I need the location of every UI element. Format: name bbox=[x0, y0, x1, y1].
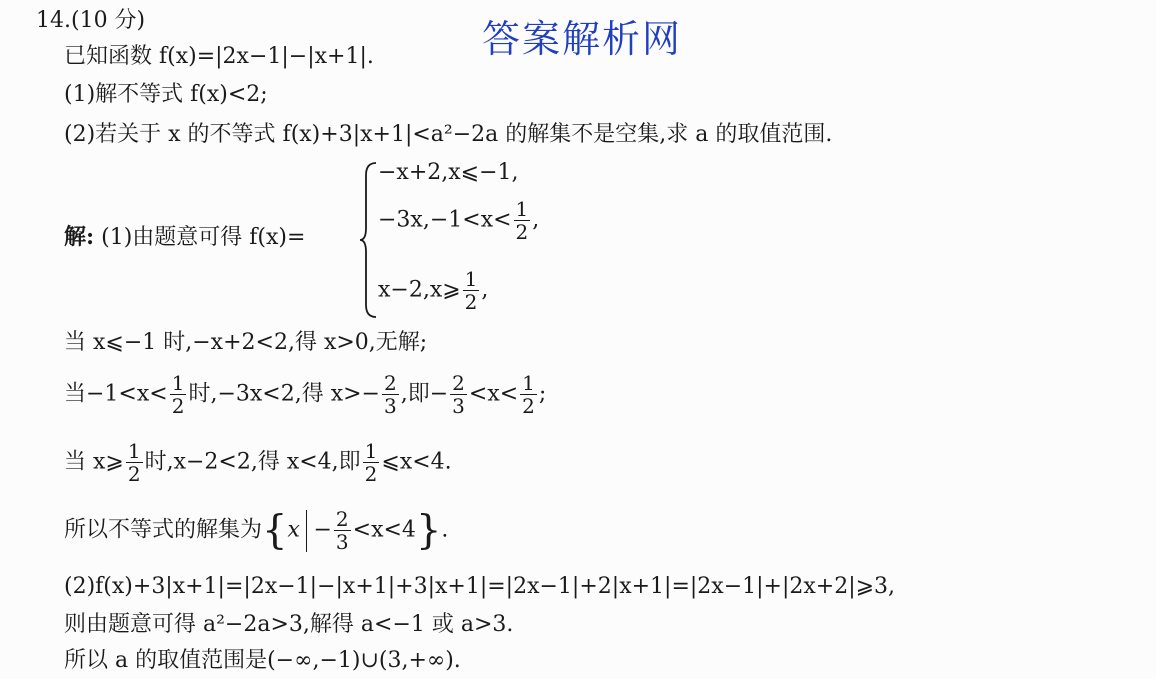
piecewise-brace bbox=[358, 160, 380, 320]
set-period: . bbox=[441, 517, 449, 543]
problem-part2: (2)若关于 x 的不等式 f(x)+3|x+1|<a²−2a 的解集不是空集,求 a 的取值范围. bbox=[64, 122, 833, 147]
fraction-denominator: 2 bbox=[171, 394, 185, 418]
fraction-denominator: 2 bbox=[522, 394, 535, 418]
fraction bbox=[363, 440, 380, 485]
fraction-numerator: 1 bbox=[171, 371, 185, 395]
fraction bbox=[520, 372, 537, 417]
fraction-numerator: 1 bbox=[515, 197, 529, 221]
fraction bbox=[514, 198, 531, 243]
case-1: −x+2,x⩽−1, bbox=[378, 160, 519, 185]
fraction-denominator: 2 bbox=[515, 220, 529, 244]
fraction bbox=[450, 372, 467, 417]
case-2-tail: , bbox=[532, 207, 540, 233]
solution-set-text: 所以不等式的解集为 bbox=[64, 517, 263, 543]
watermark: 答案解析网 bbox=[482, 17, 683, 61]
fraction-numerator: 2 bbox=[452, 371, 465, 395]
fraction-denominator: 3 bbox=[335, 530, 349, 554]
left-brace-icon: { bbox=[262, 507, 288, 554]
fraction-numerator: 1 bbox=[522, 371, 535, 395]
problem-number: 14.(10 分) bbox=[36, 8, 146, 33]
step-2-e: ; bbox=[538, 381, 547, 407]
right-brace-icon: } bbox=[415, 507, 442, 554]
step-3-a: 当 x⩾ bbox=[64, 449, 124, 475]
case-2 bbox=[378, 198, 539, 243]
fraction-denominator: 2 bbox=[127, 462, 141, 486]
step-2-d: <x< bbox=[468, 381, 519, 407]
fraction-numerator: 2 bbox=[335, 507, 349, 531]
solution-set bbox=[64, 508, 448, 553]
fraction-numerator: 2 bbox=[383, 371, 397, 395]
fraction-denominator: 2 bbox=[364, 462, 378, 486]
part2-line1: (2)f(x)+3|x+1|=|2x−1|−|x+1|+3|x+1|=|2x−1|+2|x+1|=|2x−1|+|2x+2|⩾3, bbox=[64, 574, 896, 599]
step-2-a: 当−1<x< bbox=[64, 381, 168, 407]
step-3-b: 时,x−2<2,得 x<4,即 bbox=[144, 449, 361, 475]
fraction bbox=[334, 508, 351, 553]
case-3-text: x−2,x⩾ bbox=[378, 277, 461, 303]
set-divider bbox=[306, 510, 308, 552]
set-condition: <x<4 bbox=[352, 517, 416, 543]
fraction-numerator: 1 bbox=[127, 439, 141, 463]
set-minus: − bbox=[313, 517, 332, 543]
step-3-c: ⩽x<4. bbox=[381, 449, 452, 475]
fraction-denominator: 3 bbox=[452, 394, 465, 418]
step-2-b: 时,−3x<2,得 x>− bbox=[188, 381, 380, 407]
fraction-numerator: 1 bbox=[364, 439, 378, 463]
case-2-text: −3x,−1<x< bbox=[378, 207, 512, 233]
set-variable: x bbox=[287, 517, 300, 543]
fraction bbox=[170, 372, 187, 417]
solution-label: 解: bbox=[64, 224, 95, 250]
fraction bbox=[126, 440, 143, 485]
part2-line2: 则由题意可得 a²−2a>3,解得 a<−1 或 a>3. bbox=[64, 612, 514, 637]
part2-line3: 所以 a 的取值范围是(−∞,−1)∪(3,+∞). bbox=[64, 648, 461, 673]
problem-part1: (1)解不等式 f(x)<2; bbox=[64, 82, 268, 107]
step-1: 当 x⩽−1 时,−x+2<2,得 x>0,无解; bbox=[64, 330, 428, 355]
step-2-c: ,即− bbox=[400, 381, 449, 407]
fraction-denominator: 2 bbox=[464, 290, 478, 314]
fraction bbox=[463, 268, 480, 313]
solution-lead-text: (1)由题意可得 f(x)= bbox=[101, 225, 306, 250]
case-3-tail: , bbox=[481, 277, 489, 303]
step-3 bbox=[64, 440, 452, 485]
problem-statement: 已知函数 f(x)=|2x−1|−|x+1|. bbox=[64, 44, 374, 69]
fraction-numerator: 1 bbox=[464, 267, 478, 291]
case-3 bbox=[378, 268, 488, 313]
solution-lead bbox=[64, 224, 305, 251]
step-2 bbox=[64, 372, 546, 417]
fraction bbox=[382, 372, 399, 417]
fraction-denominator: 3 bbox=[383, 394, 397, 418]
